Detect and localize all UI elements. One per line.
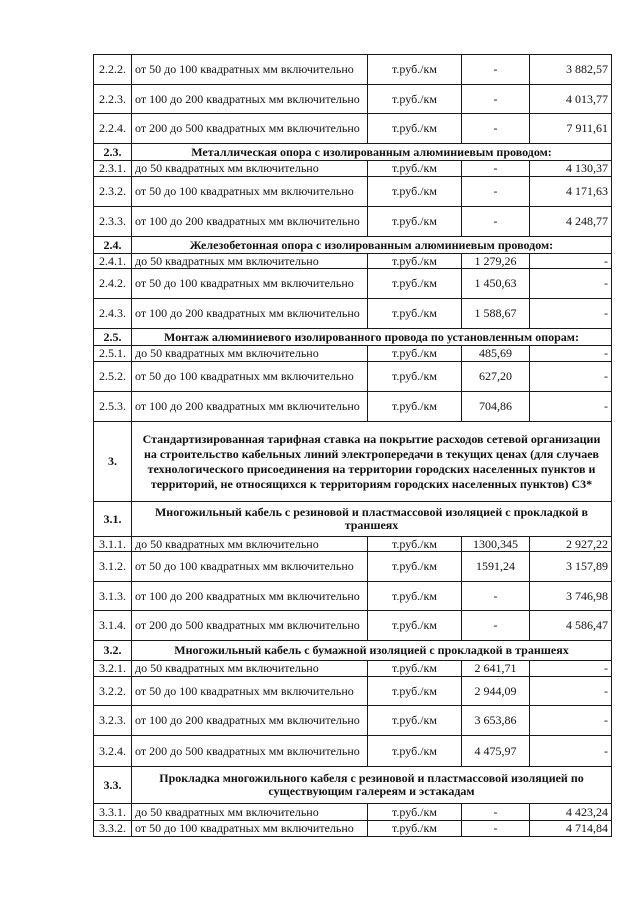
value-cell-2: - bbox=[530, 346, 612, 362]
table-row bbox=[94, 392, 612, 422]
row-description: от 200 до 500 квадратных мм включительно bbox=[132, 114, 368, 144]
table-row bbox=[94, 346, 612, 362]
row-number: 2.5. bbox=[94, 329, 132, 346]
row-description: от 100 до 200 квадратных мм включительно bbox=[132, 706, 368, 736]
table-row bbox=[94, 254, 612, 269]
value-cell-1: - bbox=[462, 177, 530, 207]
row-description: от 200 до 500 квадратных мм включительно bbox=[132, 736, 368, 767]
unit-cell: т.руб./км bbox=[368, 706, 462, 736]
row-number: 3.1.3. bbox=[94, 582, 132, 611]
row-description: от 100 до 200 квадратных мм включительно bbox=[132, 392, 368, 422]
row-number: 3.2.4. bbox=[94, 736, 132, 767]
section-row bbox=[94, 422, 612, 502]
table-row bbox=[94, 177, 612, 207]
unit-cell: т.руб./км bbox=[368, 582, 462, 611]
value-cell-1: - bbox=[462, 582, 530, 611]
unit-cell: т.руб./км bbox=[368, 269, 462, 299]
value-cell-2: 2 927,22 bbox=[530, 537, 612, 552]
row-number: 2.4.1. bbox=[94, 254, 132, 269]
value-cell-1: - bbox=[462, 85, 530, 114]
value-cell-2: - bbox=[530, 677, 612, 706]
row-number: 2.2.2. bbox=[94, 55, 132, 85]
unit-cell: т.руб./км bbox=[368, 346, 462, 362]
row-description: до 50 квадратных мм включительно bbox=[132, 346, 368, 362]
row-number: 2.4. bbox=[94, 237, 132, 254]
section-row bbox=[94, 767, 612, 804]
row-number: 2.5.2. bbox=[94, 362, 132, 392]
row-description: от 50 до 100 квадратных мм включительно bbox=[132, 552, 368, 582]
row-number: 3.1.4. bbox=[94, 611, 132, 641]
section-title: Многожильный кабель с бумажной изоляцией с прокладкой в траншеях bbox=[132, 641, 612, 661]
table-row bbox=[94, 299, 612, 329]
table-row bbox=[94, 611, 612, 641]
row-description: до 50 квадратных мм включительно bbox=[132, 804, 368, 821]
row-description: до 50 квадратных мм включительно bbox=[132, 254, 368, 269]
row-number: 2.4.3. bbox=[94, 299, 132, 329]
value-cell-2: 4 013,77 bbox=[530, 85, 612, 114]
unit-cell: т.руб./км bbox=[368, 661, 462, 677]
row-number: 2.5.1. bbox=[94, 346, 132, 362]
row-number: 3.3.1. bbox=[94, 804, 132, 821]
row-description: от 50 до 100 квадратных мм включительно bbox=[132, 177, 368, 207]
row-number: 3.1. bbox=[94, 502, 132, 537]
unit-cell: т.руб./км bbox=[368, 114, 462, 144]
row-number: 3.2. bbox=[94, 641, 132, 661]
unit-cell: т.руб./км bbox=[368, 821, 462, 837]
row-description: от 50 до 100 квадратных мм включительно bbox=[132, 821, 368, 837]
table-row bbox=[94, 552, 612, 582]
section-row bbox=[94, 502, 612, 537]
unit-cell: т.руб./км bbox=[368, 362, 462, 392]
value-cell-2: 4 423,24 bbox=[530, 804, 612, 821]
value-cell-2: 3 157,89 bbox=[530, 552, 612, 582]
table-row bbox=[94, 736, 612, 767]
value-cell-1: 2 641,71 bbox=[462, 661, 530, 677]
unit-cell: т.руб./км bbox=[368, 85, 462, 114]
tariff-table bbox=[93, 54, 612, 837]
table-row bbox=[94, 582, 612, 611]
unit-cell: т.руб./км bbox=[368, 55, 462, 85]
section-title: Прокладка многожильного кабеля с резиновой и пластмассовой изоляцией по существующим галереям и эстакадам bbox=[132, 767, 612, 804]
table-row bbox=[94, 269, 612, 299]
value-cell-2: 4 714,84 bbox=[530, 821, 612, 837]
table-row bbox=[94, 821, 612, 837]
row-description: до 50 квадратных мм включительно bbox=[132, 661, 368, 677]
value-cell-2: - bbox=[530, 299, 612, 329]
value-cell-2: - bbox=[530, 362, 612, 392]
unit-cell: т.руб./км bbox=[368, 254, 462, 269]
row-description: от 100 до 200 квадратных мм включительно bbox=[132, 299, 368, 329]
table-row bbox=[94, 661, 612, 677]
section-title: Многожильный кабель с резиновой и пластмассовой изоляцией с прокладкой в траншеях bbox=[132, 502, 612, 537]
value-cell-1: - bbox=[462, 114, 530, 144]
table-row bbox=[94, 537, 612, 552]
table-row bbox=[94, 114, 612, 144]
value-cell-1: - bbox=[462, 207, 530, 237]
value-cell-2: 3 882,57 bbox=[530, 55, 612, 85]
table-row bbox=[94, 161, 612, 177]
row-number: 3.2.1. bbox=[94, 661, 132, 677]
value-cell-1: 1300,345 bbox=[462, 537, 530, 552]
value-cell-2: 4 248,77 bbox=[530, 207, 612, 237]
row-description: от 50 до 100 квадратных мм включительно bbox=[132, 362, 368, 392]
tariff-table-body bbox=[94, 55, 612, 837]
row-number: 2.2.3. bbox=[94, 85, 132, 114]
section-row bbox=[94, 144, 612, 161]
unit-cell: т.руб./км bbox=[368, 161, 462, 177]
section-title: Стандартизированная тарифная ставка на покрытие расходов сетевой организации на строительство кабельных линий электропередачи в текущих ценах (для случаев технологического присоединения на территории городских населенных пунктов и территорий, не относящихся к территориям городских населенных пунктов) С3* bbox=[132, 422, 612, 502]
row-number: 2.3. bbox=[94, 144, 132, 161]
value-cell-2: - bbox=[530, 736, 612, 767]
unit-cell: т.руб./км bbox=[368, 677, 462, 706]
value-cell-1: - bbox=[462, 161, 530, 177]
row-number: 2.3.2. bbox=[94, 177, 132, 207]
value-cell-1: 1591,24 bbox=[462, 552, 530, 582]
value-cell-1: - bbox=[462, 55, 530, 85]
value-cell-2: 7 911,61 bbox=[530, 114, 612, 144]
value-cell-1: 1 279,26 bbox=[462, 254, 530, 269]
unit-cell: т.руб./км bbox=[368, 736, 462, 767]
row-description: от 100 до 200 квадратных мм включительно bbox=[132, 85, 368, 114]
row-description: от 50 до 100 квадратных мм включительно bbox=[132, 677, 368, 706]
unit-cell: т.руб./км bbox=[368, 537, 462, 552]
table-row bbox=[94, 677, 612, 706]
unit-cell: т.руб./км bbox=[368, 552, 462, 582]
row-description: от 100 до 200 квадратных мм включительно bbox=[132, 207, 368, 237]
value-cell-1: 1 450,63 bbox=[462, 269, 530, 299]
table-row bbox=[94, 804, 612, 821]
row-number: 3.3. bbox=[94, 767, 132, 804]
value-cell-1: 2 944,09 bbox=[462, 677, 530, 706]
row-number: 2.2.4. bbox=[94, 114, 132, 144]
row-description: от 200 до 500 квадратных мм включительно bbox=[132, 611, 368, 641]
row-number: 2.5.3. bbox=[94, 392, 132, 422]
row-number: 3. bbox=[94, 422, 132, 502]
table-row bbox=[94, 85, 612, 114]
value-cell-1: - bbox=[462, 804, 530, 821]
unit-cell: т.руб./км bbox=[368, 207, 462, 237]
row-number: 3.2.3. bbox=[94, 706, 132, 736]
value-cell-2: 4 586,47 bbox=[530, 611, 612, 641]
row-description: до 50 квадратных мм включительно bbox=[132, 161, 368, 177]
value-cell-2: 3 746,98 bbox=[530, 582, 612, 611]
unit-cell: т.руб./км bbox=[368, 611, 462, 641]
section-title: Металлическая опора с изолированным алюминиевым проводом: bbox=[132, 144, 612, 161]
value-cell-2: - bbox=[530, 269, 612, 299]
value-cell-2: - bbox=[530, 661, 612, 677]
value-cell-1: 627,20 bbox=[462, 362, 530, 392]
value-cell-1: 1 588,67 bbox=[462, 299, 530, 329]
section-title: Монтаж алюминиевого изолированного провода по установленным опорам: bbox=[132, 329, 612, 346]
section-row bbox=[94, 641, 612, 661]
table-row bbox=[94, 362, 612, 392]
value-cell-1: 3 653,86 bbox=[462, 706, 530, 736]
section-row bbox=[94, 329, 612, 346]
table-row bbox=[94, 207, 612, 237]
value-cell-1: - bbox=[462, 611, 530, 641]
unit-cell: т.руб./км bbox=[368, 177, 462, 207]
value-cell-2: - bbox=[530, 254, 612, 269]
row-description: от 50 до 100 квадратных мм включительно bbox=[132, 269, 368, 299]
value-cell-2: - bbox=[530, 392, 612, 422]
row-number: 3.2.2. bbox=[94, 677, 132, 706]
unit-cell: т.руб./км bbox=[368, 392, 462, 422]
row-description: от 50 до 100 квадратных мм включительно bbox=[132, 55, 368, 85]
value-cell-1: 4 475,97 bbox=[462, 736, 530, 767]
value-cell-1: 485,69 bbox=[462, 346, 530, 362]
unit-cell: т.руб./км bbox=[368, 299, 462, 329]
row-number: 3.1.2. bbox=[94, 552, 132, 582]
value-cell-1: 704,86 bbox=[462, 392, 530, 422]
row-number: 2.4.2. bbox=[94, 269, 132, 299]
value-cell-2: 4 171,63 bbox=[530, 177, 612, 207]
row-description: от 100 до 200 квадратных мм включительно bbox=[132, 582, 368, 611]
value-cell-2: 4 130,37 bbox=[530, 161, 612, 177]
row-number: 2.3.3. bbox=[94, 207, 132, 237]
section-row bbox=[94, 237, 612, 254]
table-row bbox=[94, 55, 612, 85]
row-number: 2.3.1. bbox=[94, 161, 132, 177]
value-cell-1: - bbox=[462, 821, 530, 837]
row-description: до 50 квадратных мм включительно bbox=[132, 537, 368, 552]
section-title: Железобетонная опора с изолированным алюминиевым проводом: bbox=[132, 237, 612, 254]
value-cell-2: - bbox=[530, 706, 612, 736]
row-number: 3.1.1. bbox=[94, 537, 132, 552]
table-row bbox=[94, 706, 612, 736]
row-number: 3.3.2. bbox=[94, 821, 132, 837]
unit-cell: т.руб./км bbox=[368, 804, 462, 821]
